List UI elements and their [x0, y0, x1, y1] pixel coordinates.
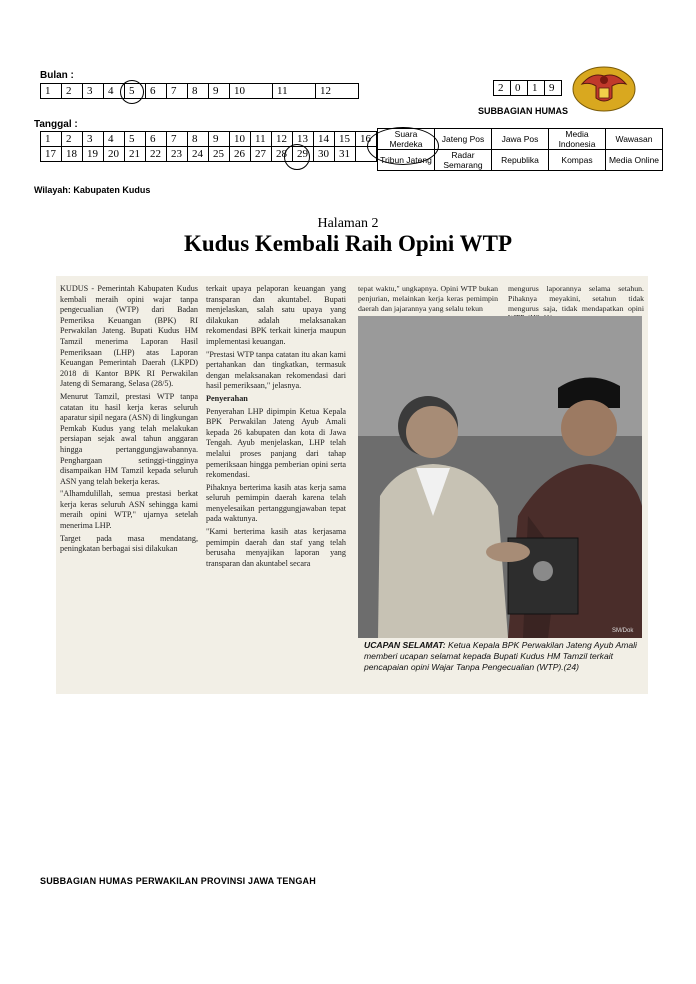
handshake-photo-illustration — [358, 316, 642, 638]
day-cell: 23 — [167, 147, 188, 162]
year-digit-cell: 9 — [545, 81, 562, 96]
day-cell: 20 — [104, 147, 125, 162]
media-cell: Radar Semarang — [435, 150, 492, 171]
article-paragraph: Penyerahan LHP dipimpin Ketua Kepala BPK Perwakilan Jateng Ayub Amali kepada 26 kabupaten dan kota di Jawa Tengah. Ayub menjelaskan, LHP telah melalui proses panjang dari tahap pemeriksaan hingga pemberian opini serta rekomendasi. — [206, 406, 346, 480]
day-cell: 24 — [188, 147, 209, 162]
month-cell: 12 — [316, 84, 359, 99]
selected-day-circle — [284, 144, 310, 170]
day-cell: 26 — [230, 147, 251, 162]
month-cell: 1 — [41, 84, 62, 99]
caption-text: Ketua Kepala BPK Perwakilan Jateng Ayub Amali memberi ucapan selamat kepada Bupati Kudus HM Tamzil terkait pencapaian opini Wajar Tanpa Pengecualian (WTP).(24) — [364, 640, 637, 672]
article-column-2 — [206, 284, 346, 571]
day-cell: 21 — [125, 147, 146, 162]
day-cell: 14 — [314, 132, 335, 147]
day-cell: 3 — [83, 132, 104, 147]
year-digit-cell: 0 — [511, 81, 528, 96]
day-cell: 30 — [314, 147, 335, 162]
media-cell: Media Online — [606, 150, 663, 171]
day-cell: 25 — [209, 147, 230, 162]
day-cell: 11 — [251, 132, 272, 147]
day-cell: 31 — [335, 147, 356, 162]
bulan-label: Bulan : — [40, 70, 74, 81]
day-cell: 16 — [356, 132, 377, 147]
garuda-emblem-icon — [572, 66, 636, 112]
article-paragraph: Target pada masa mendatang, peningkatan berbagai sisi dilakukan — [60, 533, 198, 554]
month-cell: 8 — [188, 84, 209, 99]
media-cell: Suara Merdeka — [378, 129, 435, 150]
month-cell: 3 — [83, 84, 104, 99]
day-cell: 8 — [188, 132, 209, 147]
article-paragraph: terkait upaya pelaporan keuangan yang transparan dan akuntabel. Bupati menjelaskan, salah satu upaya yang dilakukan adalah melaksanakan rekomendasi BPK terkait kinerja maupun implementasi keuangan. — [206, 284, 346, 346]
newspaper-clipping — [56, 276, 648, 694]
day-cell: 6 — [146, 132, 167, 147]
day-cell: 27 — [251, 147, 272, 162]
article-column-3: tepat waktu," ungkapnya. Opini WTP bukan penjurian, melainkan kerja keras pemimpin daerah dan jajarannya yang selalu tekun — [358, 284, 498, 313]
day-cell: 15 — [335, 132, 356, 147]
month-cell: 6 — [146, 84, 167, 99]
month-cell: 7 — [167, 84, 188, 99]
wilayah-label: Wilayah: Kabupaten Kudus — [34, 185, 151, 195]
media-cell: Media Indonesia — [549, 129, 606, 150]
year-digit-cell: 1 — [528, 81, 545, 96]
article-title: Kudus Kembali Raih Opini WTP — [183, 231, 513, 256]
month-cell: 11 — [273, 84, 316, 99]
article-column-1 — [60, 284, 198, 557]
org-name: SUBBAGIAN HUMAS — [478, 106, 568, 116]
day-cell: 9 — [209, 132, 230, 147]
caption-lead: UCAPAN SELAMAT: — [364, 640, 446, 650]
tanggal-label: Tanggal : — [34, 119, 78, 130]
media-cell: Republika — [492, 150, 549, 171]
day-cell: 4 — [104, 132, 125, 147]
day-grid — [40, 131, 377, 162]
day-cell: 13 — [293, 132, 314, 147]
photo-caption — [364, 640, 644, 673]
media-cell: Wawasan — [606, 129, 663, 150]
month-grid — [40, 83, 359, 99]
article-column-4: mengurus laporannya selama setahun. Pihaknya meyakini, setahun tidak mengurus saja, tidak mendapatkan opini — [508, 284, 644, 313]
article-paragraph: "Prestasi WTP tanpa catatan itu akan kami pertahankan dan tingkatkan, termasuk dengan melaksanakan rekomendasi dari hasil pemeriksaan," jelasnya. — [206, 349, 346, 391]
article-photo — [358, 316, 642, 638]
footer-org: SUBBAGIAN HUMAS PERWAKILAN PROVINSI JAWA TENGAH — [40, 876, 316, 886]
article-paragraph: KUDUS - Pemerintah Kabupaten Kudus kembali meraih opini wajar tanpa pengecualian (WTP) dari Badan Pemeriksa Keuangan (BPK) RI Perwakilan Jateng. Bupati Kudus HM Tamzil menerima Laporan Hasil Pemeriksaan (LHP) atas Laporan Keuangan Pemerintah Daerah (LKPD) 2018 di Kantor BPK RI Perwakilan Jateng di Semarang, Selasa (28/5). — [60, 284, 198, 389]
day-cell: 19 — [83, 147, 104, 162]
day-cell: 29 — [293, 147, 314, 162]
day-cell: 17 — [41, 147, 62, 162]
day-cell: 10 — [230, 132, 251, 147]
day-cell: 2 — [62, 132, 83, 147]
month-cell: 4 — [104, 84, 125, 99]
month-cell: 5 — [125, 84, 146, 99]
day-cell: 12 — [272, 132, 293, 147]
photo-credit: SM/Dok — [612, 628, 634, 634]
article-paragraph: Pihaknya berterima kasih atas kerja sama seluruh pemimpin daerah karena telah menyelesaikan pertanggungjawaban tepat pada waktunya. — [206, 482, 346, 524]
year-grid — [493, 80, 562, 96]
month-cell: 9 — [209, 84, 230, 99]
media-cell: Kompas — [549, 150, 606, 171]
day-cell: 1 — [41, 132, 62, 147]
page-number: Halaman 2 — [317, 216, 379, 231]
selected-month-circle — [120, 80, 144, 104]
media-cell: Jawa Pos — [492, 129, 549, 150]
month-cell: 10 — [230, 84, 273, 99]
day-cell: 28 — [272, 147, 293, 162]
day-cell: 22 — [146, 147, 167, 162]
article-subheading: Penyerahan — [206, 393, 248, 403]
article-paragraph: "Kami berterima kasih atas kerjasama pemimpin daerah dan staf yang telah berusaha menyajikan laporan yang transparan dan akuntabel secara — [206, 527, 346, 568]
day-cell: 7 — [167, 132, 188, 147]
day-cell: 18 — [62, 147, 83, 162]
media-cell: Jateng Pos — [435, 129, 492, 150]
selected-media-circle — [367, 127, 439, 165]
day-cell: 5 — [125, 132, 146, 147]
year-digit-cell: 2 — [494, 81, 511, 96]
media-cell: Tribun Jateng — [378, 150, 435, 171]
article-paragraph: Menurut Tamzil, prestasi WTP tanpa catatan itu hasil kerja keras seluruh aparatur sipil negara (ASN) di lingkungan Pemkab Kudus yang telah melakukan persiapan sejak awal tahun anggaran hingga pertanggungjawabannya. Penghargaan setinggi-tingginya disampaikan HM Tamzil kepada seluruh ASN yang telah bekerja keras. — [60, 391, 199, 486]
article-paragraph: "Alhamdulillah, semua prestasi berkat kerja keras seluruh ASN sehingga kami meraih opini WTP," ujarnya setelah menerima LHP. — [60, 489, 198, 531]
month-cell: 2 — [62, 84, 83, 99]
